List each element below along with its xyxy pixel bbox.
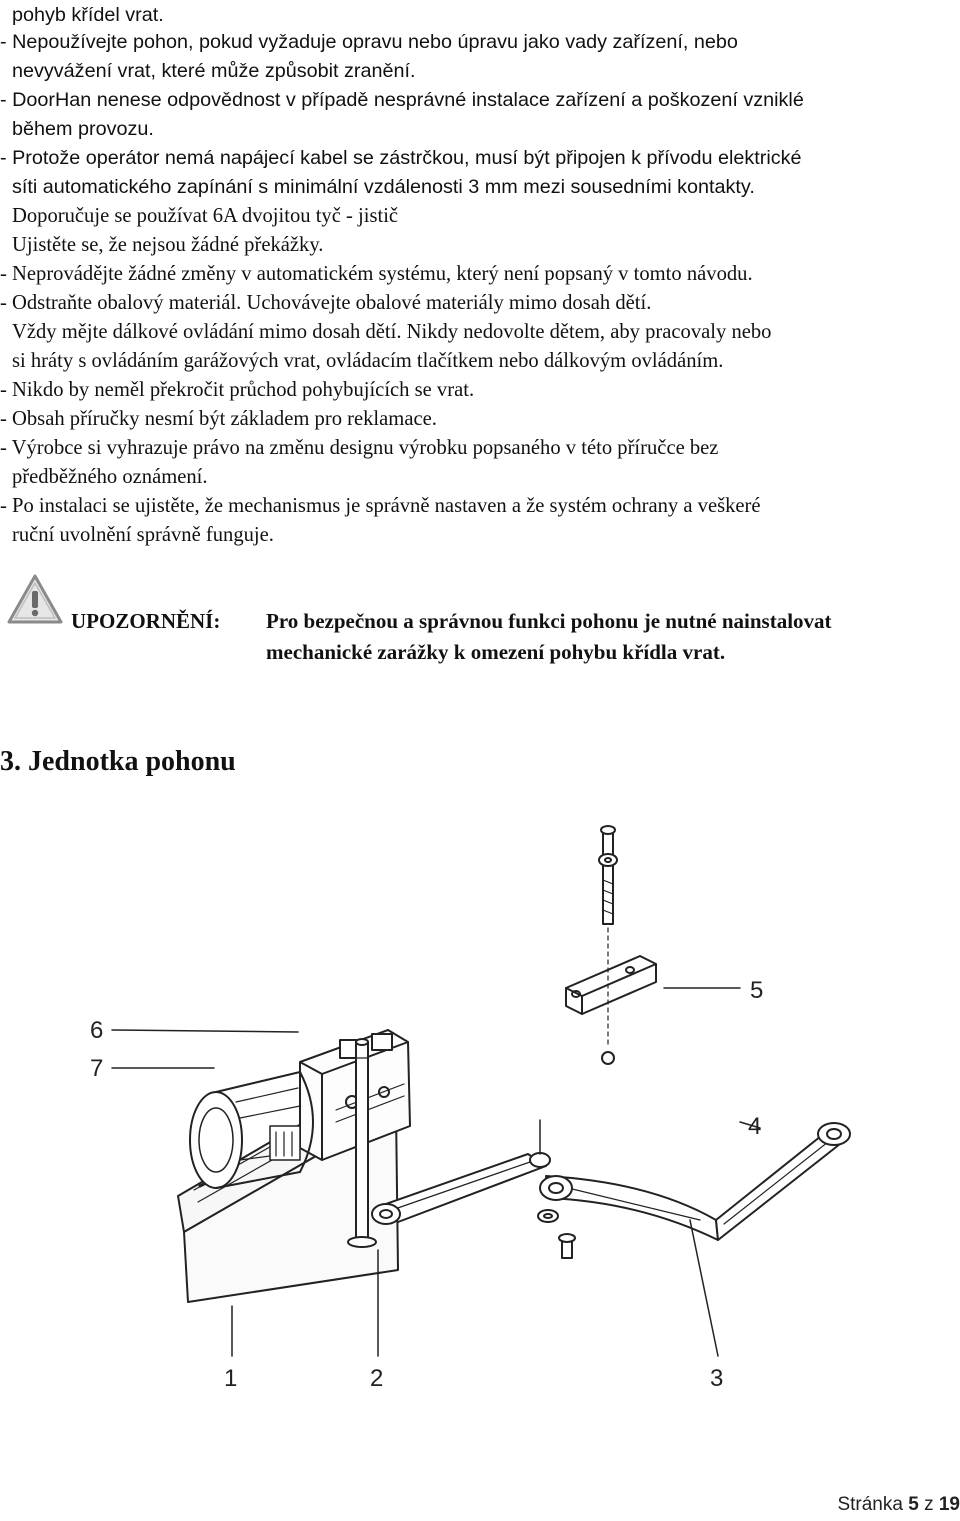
- text-line: během provozu.: [12, 118, 154, 140]
- clevis-bracket: [566, 956, 656, 1014]
- output-shaft: [356, 1042, 368, 1242]
- text-line: síti automatického zapínání s minimální vzdálenosti 3 mm mezi sousedními kontakty.: [12, 176, 755, 198]
- page-footer: [837, 1494, 960, 1516]
- text-line: - Odstraňte obalový materiál. Uchovávejte obalové materiály mimo dosah dětí.: [0, 292, 652, 314]
- footer-prefix: Stránka: [837, 1494, 903, 1515]
- footer-page-number: 5: [908, 1494, 919, 1515]
- drive-unit-exploded-diagram: [0, 810, 960, 1490]
- text-line: Ujistěte se, že nejsou žádné překážky.: [12, 234, 324, 256]
- text-line: Vždy mějte dálkové ovládání mimo dosah dětí. Nikdy nedovolte dětem, aby pracovaly nebo: [12, 321, 772, 343]
- section-heading: 3. Jednotka pohonu: [0, 746, 236, 777]
- text-line: si hráty s ovládáním garážových vrat, ovládacím tlačítkem nebo dálkovým ovládáním.: [12, 350, 724, 372]
- text-line: - Protože operátor nemá napájecí kabel se zástrčkou, musí být připojen k přívodu elektrické: [0, 147, 802, 169]
- text-line: - Neprovádějte žádné změny v automatickém systému, který není popsaný v tomto návodu.: [0, 263, 753, 285]
- footer-separator: z: [924, 1494, 934, 1515]
- text-line: Doporučuje se používat 6A dvojitou tyč - jistič: [12, 205, 399, 227]
- text-line: ruční uvolnění správně funguje.: [12, 524, 274, 546]
- callout-4: 4: [748, 1113, 762, 1140]
- callout-1: 1: [224, 1365, 238, 1392]
- text-line: předběžného oznámení.: [12, 466, 208, 488]
- straight-arm: [380, 1154, 546, 1222]
- footer-page-total: 19: [938, 1494, 960, 1515]
- text-line: pohyb křídel vrat.: [12, 4, 164, 26]
- warning-label: UPOZORNĚNÍ:: [71, 609, 221, 633]
- callout-5: 5: [750, 977, 764, 1004]
- callout-2: 2: [370, 1365, 384, 1392]
- text-line: - Výrobce si vyhrazuje právo na změnu designu výrobku popsaného v této příručce bez: [0, 437, 719, 459]
- warning-text-line-1: Pro bezpečnou a správnou funkci pohonu je nutné nainstalovat: [266, 609, 832, 633]
- callout-3: 3: [710, 1365, 724, 1392]
- warning-triangle-icon: [6, 573, 64, 625]
- text-line: - Po instalaci se ujistěte, že mechanismus je správně nastaven a že systém ochrany a veškeré: [0, 495, 761, 517]
- text-line: nevyvážení vrat, které může způsobit zranění.: [12, 60, 416, 82]
- text-line: - Obsah příručky nesmí být základem pro reklamace.: [0, 408, 437, 430]
- text-line: - Nikdo by neměl překročit průchod pohybujících se vrat.: [0, 379, 475, 401]
- bolt: [603, 830, 613, 924]
- callout-6: 6: [90, 1017, 104, 1044]
- callout-7: 7: [90, 1055, 104, 1082]
- text-line: - Nepoužívejte pohon, pokud vyžaduje opravu nebo úpravu jako vady zařízení, nebo: [0, 31, 738, 53]
- warning-text-line-2: mechanické zarážky k omezení pohybu křídla vrat.: [266, 640, 726, 664]
- text-line: - DoorHan nenese odpovědnost v případě nesprávné instalace zařízení a poškození vzniklé: [0, 89, 804, 111]
